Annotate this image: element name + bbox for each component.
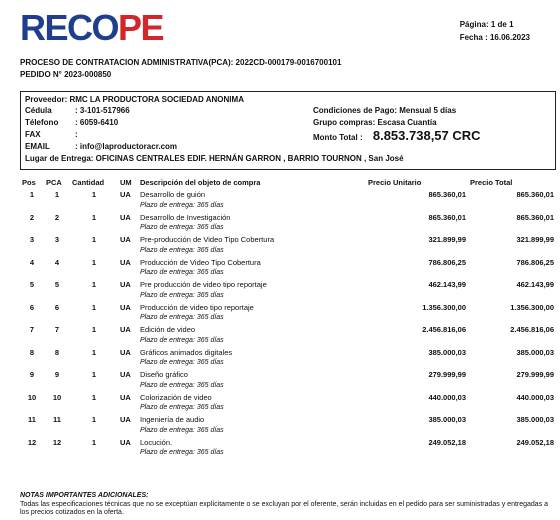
cell-cantidad: 1 (91, 392, 97, 402)
cell-precio-total: 462.143,99 (516, 280, 554, 290)
table-row (20, 346, 556, 358)
col-header-cantidad: Cantidad (72, 178, 105, 187)
cell-pos: 2 (29, 212, 35, 222)
table-row (20, 391, 556, 403)
cell-um: UA (120, 325, 131, 335)
cell-pca: 6 (54, 302, 60, 312)
table-header-row (20, 177, 556, 188)
total-amount-label: Monto Total : (313, 133, 363, 142)
cell-precio-total: 385.000,03 (516, 415, 554, 425)
delivery-term-row (20, 245, 556, 256)
cell-precio-unitario: 249.052,18 (428, 437, 466, 447)
col-header-pos: Pos (22, 178, 36, 187)
cell-pos: 5 (29, 280, 35, 290)
cell-precio-unitario: 1.356.300,00 (422, 302, 466, 312)
cell-pos: 7 (29, 325, 35, 335)
cell-pos: 6 (29, 302, 35, 312)
cell-descripcion: Diseño gráfico (140, 370, 188, 380)
recope-logo (20, 7, 164, 48)
cell-precio-unitario: 865.360,01 (428, 190, 466, 200)
delivery-term: Plazo de entrega: 365 días (140, 269, 224, 276)
cell-pca: 1 (54, 190, 60, 200)
cell-um: UA (120, 280, 131, 290)
cell-cantidad: 1 (91, 190, 97, 200)
delivery-term-row (20, 380, 556, 391)
col-header-precio-total: Precio Total (470, 178, 513, 187)
delivery-term: Plazo de entrega: 365 días (140, 291, 224, 299)
cell-precio-unitario: 321.899,99 (428, 235, 466, 245)
delivery-term-row (20, 312, 556, 323)
provider-name: Proveedor: RMC LA PRODUCTORA SOCIEDAD ANONIMA (25, 95, 244, 104)
table-row (20, 323, 556, 335)
table-row (20, 436, 556, 448)
cell-precio-total: 2.456.816,06 (510, 325, 554, 335)
table-row (20, 368, 556, 380)
cell-pos: 4 (29, 257, 35, 267)
delivery-term-row (20, 425, 556, 436)
delivery-term-row (20, 402, 556, 413)
delivery-location: Lugar de Entrega: OFICINAS CENTRALES EDIF. HERNÁN GARRON , BARRIO TOURNON , San José (25, 154, 404, 163)
delivery-term: Plazo de entrega: 365 días (140, 381, 224, 389)
provider-box (20, 91, 556, 170)
cell-descripcion: Pre-producción de Video Tipo Cobertura (140, 235, 275, 245)
cell-descripcion: Producción de video tipo reportaje (140, 302, 254, 312)
cell-precio-unitario: 279.999,99 (428, 370, 466, 380)
cell-pca: 7 (54, 325, 60, 335)
cell-descripcion: Colorización de video (140, 392, 212, 402)
cell-cantidad: 1 (91, 325, 97, 335)
total-amount-value: 8.853.738,57 CRC (372, 128, 481, 143)
cell-precio-unitario: 462.143,99 (428, 280, 466, 290)
delivery-term-row (20, 200, 556, 211)
logo-part-2: PE (118, 7, 164, 48)
cell-precio-unitario: 786.806,25 (428, 257, 466, 267)
cell-cantidad: 1 (91, 257, 97, 267)
notes-text: Todas las especificaciones técnicas que no se exceptúan explícitamente o se excluyan por el oferente, serán incluidas en el pedido para ser suministradas y entregadas a los precios cotizados en la oferta. (20, 500, 549, 516)
cell-precio-total: 865.360,01 (516, 212, 554, 222)
total-amount-row (313, 128, 481, 143)
document-date: Fecha : 16.06.2023 (459, 33, 530, 42)
delivery-term-row (20, 290, 556, 301)
delivery-term-row (20, 335, 556, 346)
cell-pca: 2 (54, 212, 60, 222)
delivery-term-row (20, 357, 556, 368)
cell-pca: 5 (54, 280, 60, 290)
cell-descripcion: Gráficos animados digitales (140, 347, 233, 357)
cell-um: UA (120, 415, 131, 425)
purchase-group: Grupo compras: Escasa Cuantía (313, 118, 437, 127)
cedula-value: : 3-101-517966 (75, 106, 130, 115)
cell-cantidad: 1 (91, 437, 97, 447)
cell-pos: 1 (29, 190, 35, 200)
table-row (20, 233, 556, 245)
notes-title: NOTAS IMPORTANTES ADICIONALES: (20, 492, 149, 499)
cell-pca: 12 (52, 437, 62, 447)
cell-pos: 10 (27, 392, 37, 402)
delivery-term-row (20, 447, 556, 458)
cell-cantidad: 1 (91, 370, 97, 380)
cedula-label: Cédula (25, 106, 52, 115)
telefono-label: Télefono (25, 118, 59, 127)
delivery-term: Plazo de entrega: 365 días (140, 314, 224, 321)
col-header-descripcion: Descripción del objeto de compra (140, 178, 261, 187)
col-header-precio-unitario: Precio Unitario (368, 178, 422, 187)
delivery-term: Plazo de entrega: 365 días (140, 336, 224, 344)
cell-cantidad: 1 (91, 302, 97, 312)
delivery-term: Plazo de entrega: 365 días (140, 246, 224, 254)
delivery-term-row (20, 222, 556, 233)
cell-descripcion: Ingeniería de audio (140, 415, 205, 425)
cell-pos: 11 (28, 415, 36, 425)
email-label: EMAIL (25, 142, 50, 151)
fax-value: : (75, 130, 78, 139)
cedula-row (25, 106, 130, 115)
cell-descripcion: Locución. (140, 437, 173, 447)
cell-precio-unitario: 2.456.816,06 (422, 325, 466, 335)
cell-descripcion: Edición de video (140, 325, 196, 335)
cell-precio-total: 1.356.300,00 (510, 302, 554, 312)
cell-um: UA (120, 437, 131, 447)
payment-conditions: Condiciones de Pago: Mensual 5 días (313, 106, 457, 115)
cell-cantidad: 1 (91, 212, 97, 222)
cell-um: UA (120, 235, 131, 245)
cell-pca: 11 (53, 415, 61, 425)
cell-cantidad: 1 (91, 280, 97, 290)
table-row (20, 413, 556, 425)
table-row (20, 188, 556, 200)
cell-precio-unitario: 385.000,03 (428, 415, 466, 425)
cell-pos: 9 (29, 370, 35, 380)
cell-precio-unitario: 385.000,03 (428, 347, 466, 357)
cell-um: UA (120, 190, 131, 200)
cell-pca: 8 (54, 347, 60, 357)
table-row (20, 256, 556, 268)
order-number: PEDIDO N° 2023-000850 (20, 70, 112, 79)
cell-um: UA (120, 257, 131, 267)
fax-row (25, 130, 78, 139)
delivery-term-row (20, 267, 556, 278)
cell-pos: 3 (29, 235, 35, 245)
cell-precio-total: 249.052,18 (516, 437, 554, 447)
cell-precio-total: 279.999,99 (516, 370, 554, 380)
delivery-term: Plazo de entrega: 365 días (140, 201, 224, 209)
cell-um: UA (120, 302, 131, 312)
cell-descripcion: Pre producción de video tipo reportaje (140, 280, 267, 290)
cell-precio-total: 385.000,03 (516, 347, 554, 357)
delivery-term: Plazo de entrega: 365 días (140, 359, 224, 366)
cell-precio-unitario: 865.360,01 (428, 212, 466, 222)
items-table (20, 177, 556, 458)
page-number: Página: 1 de 1 (459, 20, 514, 29)
cell-precio-unitario: 440.000,03 (428, 392, 466, 402)
cell-cantidad: 1 (91, 347, 97, 357)
cell-um: UA (120, 392, 131, 402)
table-row (20, 211, 556, 223)
table-body (20, 188, 556, 458)
process-line: PROCESO DE CONTRATACION ADMINISTRATIVA(PCA): 2022CD-000179-0016700101 (20, 58, 342, 67)
cell-pca: 3 (54, 235, 60, 245)
email-row (25, 142, 177, 151)
cell-descripcion: Desarrollo de guión (140, 190, 206, 200)
fax-label: FAX (25, 130, 41, 139)
cell-pca: 4 (54, 257, 60, 267)
cell-precio-total: 321.899,99 (516, 235, 554, 245)
process-header (20, 57, 341, 81)
email-value: : info@laproductoracr.com (75, 142, 178, 151)
cell-precio-total: 786.806,25 (516, 257, 554, 267)
cell-descripcion: Desarrollo de Investigación (140, 212, 231, 222)
delivery-term: Plazo de entrega: 365 días (140, 449, 224, 456)
cell-cantidad: 1 (91, 415, 97, 425)
logo-part-1: RECO (20, 7, 119, 48)
cell-um: UA (120, 347, 131, 357)
cell-pca: 9 (54, 370, 60, 380)
cell-pos: 8 (29, 347, 35, 357)
cell-descripcion: Producción de Video Tipo Cobertura (140, 257, 261, 267)
telefono-row (25, 118, 118, 127)
col-header-pca: PCA (46, 178, 62, 187)
delivery-term: Plazo de entrega: 365 días (140, 404, 224, 411)
cell-pos: 12 (27, 437, 37, 447)
cell-pca: 10 (52, 392, 62, 402)
cell-cantidad: 1 (91, 235, 97, 245)
cell-um: UA (120, 212, 131, 222)
delivery-term: Plazo de entrega: 365 días (140, 224, 224, 231)
table-row (20, 278, 556, 290)
cell-precio-total: 440.000,03 (516, 392, 554, 402)
page-info (460, 18, 530, 44)
telefono-value: : 6059-6410 (75, 118, 119, 127)
table-row (20, 301, 556, 313)
delivery-term: Plazo de entrega: 365 días (140, 426, 224, 434)
notes-section (20, 492, 556, 518)
col-header-um: UM (120, 178, 132, 187)
cell-um: UA (120, 370, 131, 380)
cell-precio-total: 865.360,01 (516, 190, 554, 200)
